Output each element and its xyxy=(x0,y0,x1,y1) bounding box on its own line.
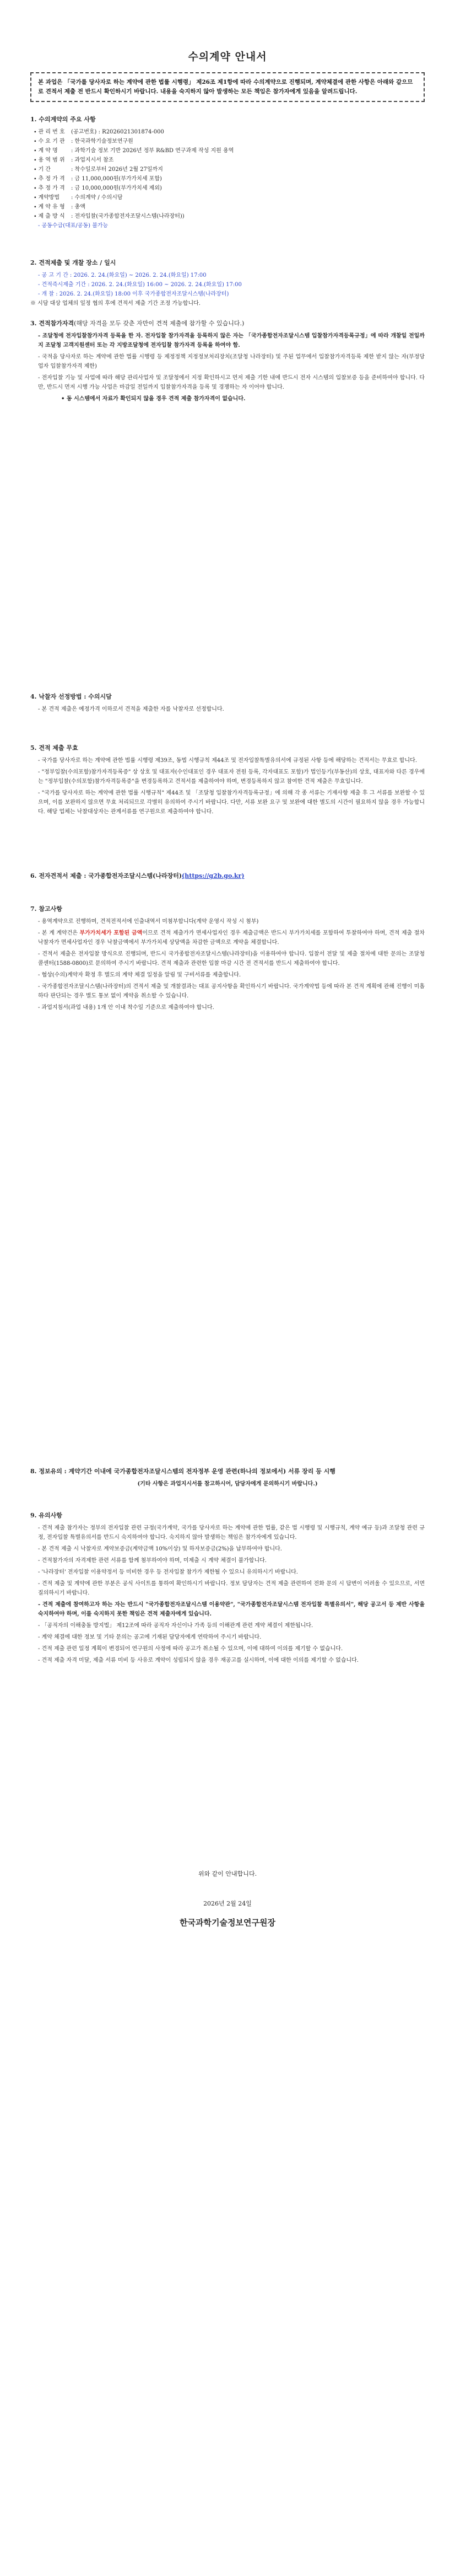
document-page xyxy=(30,0,425,1928)
page-title: 수의계약 안내서 xyxy=(188,51,267,63)
section-6-title: 6. 전자견적서 제출 : 국가종합전자조달시스템(나라장터) xyxy=(30,872,182,879)
notice-box: 본 과업은 「국가를 당사자로 하는 계약에 관한 법률 시행령」 제26조 제1항에 따라 수의계약으로 진행되며, 계약체결에 관한 사항은 아래와 같으므로 견적서 제출 전 반드시 확인하시기 바랍니다. 내용을 숙지하지 않아 발생하는 모든 책임은 참가자에게 있음을 알려드립니다. xyxy=(30,72,425,102)
section-9-heading: 9. 유의사항 xyxy=(30,1512,62,1519)
s7-paragraph: - 과업지침서(과업 내용) 1개 안 이내 착수일 기준으로 제출하여야 합니다. xyxy=(38,1005,214,1011)
s1-row-key: ∙ 용 역 범 위 xyxy=(30,157,65,163)
s7-vat-prefix: - 본 계 계약건은 xyxy=(38,930,80,936)
s9-paragraph: - 견적 제출 자격 미달, 제출 서류 미비 등 사유로 계약이 성립되지 않을 경우 재공고를 실시하며, 이에 대한 이의를 제기할 수 없습니다. xyxy=(38,1657,359,1663)
s9-paragraph: - 견적 제출 관련 일정 계획이 변경되어 연구원의 사정에 따라 공고가 취소될 수 있으며, 이에 대하여 이의를 제기할 수 없습니다. xyxy=(38,1646,343,1652)
section-7 xyxy=(30,904,425,1015)
s7-paragraph: - 견적서 제출은 전자입찰 방식으로 진행되며, 반드시 국가종합전자조달시스템(나라장터)을 이용하여야 합니다. 입찰서 전달 및 제출 절차에 대한 문의는 조달청 콜센터(1588-0800)로 문의하여 주시기 바랍니다. 견적 제출과 관련한 입찰 마감 시간 전 견적서를 반드시 제출하여야 합니다. xyxy=(38,951,425,967)
s7-paragraph: - 국가종합전자조달시스템(나라장터)의 견적서 제출 및 개찰결과는 대표 공지사항을 확인하시기 바랍니다. 국가계약법 등에 따라 본 견적 계획에 관해 진행이 미흡하다 판단되는 경우 별도 통보 없이 계약을 취소할 수 있습니다. xyxy=(38,984,425,999)
section-4-heading: 4. 낙찰자 선정방법 : 수의시담 xyxy=(30,693,112,700)
s1-row xyxy=(30,127,425,137)
s2-submit-period: - 견적즉시제출 기간 : 2026. 2. 24.(화요일) 16:00 ~ 2026. 2. 24.(화요일) 17:00 xyxy=(38,282,242,288)
section-6-heading xyxy=(30,871,425,881)
s1-row-value: : 총액 xyxy=(71,204,85,210)
s1-row xyxy=(30,155,425,165)
s1-row-value: : 수의계약 / 수의시담 xyxy=(71,195,123,201)
s1-row xyxy=(30,202,425,212)
s1-row-value: : 과업지시서 참조 xyxy=(71,157,114,163)
s9-paragraph: - 계약 체결에 대한 정보 및 기타 문의는 공고에 기재된 담당자에게 연락하여 주시기 바랍니다. xyxy=(38,1634,262,1640)
s3-paragraph: - 조달청에 전자입찰참가자격 등록을 한 자. 전자입찰 참가자격을 등록하지 않은 자는 「국가종합전자조달시스템 입찰참가자격등록규정」에 따라 개찰일 전일까지 조달청 고객지원센터 또는 각 지방조달청에 전자입찰 참가자격 등록을 하여야 함. xyxy=(38,333,425,348)
s1-consortium-note: - 공동수급(대표/공동) 불가능 xyxy=(38,223,109,229)
s1-row-value: : 금 11,000,000원(부가가치세 포함) xyxy=(71,176,162,182)
s5-paragraph: - 국가를 당사자로 하는 계약에 관한 법률 시행령 제39조, 동법 시행규칙 제44조 및 전자입찰특별유의서에 규정된 사항 등에 해당하는 견적서는 무효로 합니다. xyxy=(38,758,418,764)
section-8 xyxy=(30,1467,425,1489)
s1-row-key: ∙ 계약방법 xyxy=(30,195,60,201)
s1-row-key: ∙ 추 정 가 격 xyxy=(30,176,65,182)
s1-row-value: : 한국과학기술정보연구원 xyxy=(71,138,133,144)
section-6 xyxy=(30,871,425,884)
section-2-heading: 2. 견적제출 및 개찰 장소 / 일시 xyxy=(30,259,116,266)
s5-paragraph: - "국가를 당사자로 하는 계약에 관한 법률 시행규칙" 제44조 및 「조달청 입찰참가자격등록규정」에 의해 각 종 서류는 기재사항 제출 후 그 서류를 보완할 수 있으며, 이를 보완하지 않으면 무효 처리되므로 각별히 유의하여 주시기 바랍니다. 다만, 서류 보완 요구 및 보완에 대한 별도의 시간이 필요하지 않을 경우 가능합니다. 해당 업체는 낙찰대상자는 관계서류를 연구원으로 제출하여야 합니다. xyxy=(38,790,425,815)
s2-footnote: ※ 시담 대상 업체의 일정 협의 후에 견적서 제출 기간 조정 가능합니다. xyxy=(30,300,201,307)
s1-row xyxy=(30,146,425,155)
s4-body: - 본 견적 제출은 예정가격 이하로서 견적을 제출한 자를 낙찰자로 선정합니다. xyxy=(38,706,224,712)
s7-vat-rest: 이므로 견적 제출가가 면세사업자인 경우 제출금액은 반드시 부가가치세를 포함하여 투찰하여야 하며, 견적 제출 절차 낙찰자가 면세사업자인 경우 낙찰금액에서 부가가치세 상당액을 차감한 금액으로 계약을 체결합니다. xyxy=(38,930,425,946)
s7-paragraph: - 용역계약으로 진행하며, 견적전적서에 인출내역서 미첨부합니다(계약 운영시 작성 시 첨부) xyxy=(38,919,259,925)
g2b-link[interactable]: (https://g2b.go.kr) xyxy=(182,872,245,879)
s5-paragraph: - "정부입찰(수의포함)참가자격등록증" 상 상호 및 대표자(수인대표인 경우 대표자 전원 등록, 각자대표도 포함)가 법인등기(부동산)의 상호, 대표자와 다른 경우에는 "정부입찰(수의포함)참가자격등록증"을 변경등록하고 견적서를 제출하여야 하며, 변경등록하지 않고 참여한 견적 제출은 무효입니다. xyxy=(38,769,425,785)
s1-row-value: (공고번호) : R2026021301874-000 xyxy=(71,129,164,135)
s3-paragraph: - 국적을 당사자로 하는 계약에 관한 법률 시행령 등 제정정책 지정정보처리장치(조달청 나라장터) 및 주된 업무에서 입찰참가자격등록 제한 받지 않는 자(부정당업자 입찰참가자격 제한) xyxy=(38,354,425,369)
section-3-title: 3. 견적참가자격 xyxy=(30,320,74,327)
s9-paragraph: - 견적참가자의 자격제한 관련 서류를 함께 첨부하여야 하며, 미제출 시 계약 체결이 불가합니다. xyxy=(38,1558,267,1564)
s1-row xyxy=(30,193,425,202)
section-5 xyxy=(30,743,425,819)
section-1 xyxy=(30,115,425,230)
s2-notice-period: - 공 고 기 간 : 2026. 2. 24.(화요일) ~ 2026. 2. 24.(화요일) 17:00 xyxy=(38,272,207,278)
section-4 xyxy=(30,692,425,714)
s1-row xyxy=(30,212,425,221)
s7-vat-paragraph xyxy=(30,929,425,947)
s1-row-value: : 과학기술 정보 기반 2026년 정부 R&BD 연구과제 작성 지원 용역 xyxy=(71,148,234,154)
s1-row-value: : 전자입찰(국가종합전자조달시스템(나라장터)) xyxy=(71,213,185,219)
section-9 xyxy=(30,1511,425,1667)
section-3 xyxy=(30,319,425,404)
s9-paragraph: - 견적 제출 참가자는 정부의 전자입찰 관련 규정(국가계약, 국가를 당사자로 하는 계약에 관한 법률, 같은 법 시행령 및 시행규칙, 계약 예규 등)과 조달청 관련 규정, 전자입찰 특별유의서를 반드시 숙지하여야 합니다. 숙지하지 않아 발생하는 책임은 참가자에게 있습니다. xyxy=(38,1525,425,1541)
section-2 xyxy=(30,258,425,308)
s1-row-value: : 착수일로부터 2026년 2월 27일까지 xyxy=(71,167,163,173)
s1-row-key: ∙ 계 약 명 xyxy=(30,148,58,154)
s9-paragraph: - 견적 제출 및 계약에 관한 부분은 공식 사이트를 통하여 확인하시기 바랍니다. 정보 담당자는 견적 제출 관련하여 전화 문의 시 답변이 어려울 수 있으므로, 서면 질의하시기 바랍니다. xyxy=(38,1581,425,1596)
section-1-heading: 1. 수의계약의 주요 사항 xyxy=(30,116,96,123)
s1-row xyxy=(30,174,425,184)
s1-row-key: ∙ 관 리 번 호 xyxy=(30,129,65,135)
s3-paragraph: - 전자입찰 기능 및 사업에 따라 해당 관리사업자 및 조달청에서 지정 확인하시고 먼저 제출 기한 내에 반드시 전자 시스템의 입찰보증 등을 준비하여야 합니다. 다만, 반드시 먼저 시행 가능 사업은 마감일 전일까지 입찰참가자격을 등록 및 경쟁하는 자 이어야 합니다. xyxy=(38,375,425,390)
section-3-heading xyxy=(30,319,425,328)
s9-paragraph: - 견적 제출에 참여하고자 하는 자는 반드시 "국가종합전자조달시스템 이용약관", "국가종합전자조달시스템 전자입찰 특별유의서", 해당 공고서 등 제반 사항을 숙지하여야 하며, 이를 숙지하지 못한 책임은 견적 제출자에게 있습니다. xyxy=(38,1602,425,1617)
s9-paragraph: - 본 견적 제출 시 낙찰자로 계약보증금(계약금액 10%이상) 및 하자보증금(2%)을 납부하여야 합니다. xyxy=(38,1546,282,1552)
s1-row-value: : 금 10,000,000원(부가가치세 제외) xyxy=(71,185,162,191)
s1-row-key: ∙ 제 출 방 식 xyxy=(30,213,65,219)
s1-row-key: ∙ 계 약 유 형 xyxy=(30,204,65,210)
s1-row-key: ∙ 수 요 기 관 xyxy=(30,138,65,144)
s1-row-key: ∙ 기 간 xyxy=(30,167,51,173)
issuer-org: 한국과학기술정보연구원장 xyxy=(180,1918,275,1928)
s7-paragraph: - 협상(수의)계약자 확정 후 별도의 계약 체결 일정을 알림 및 구비서류를 제출합니다. xyxy=(38,972,241,978)
s8-sub: (기타 사항은 과업지시서를 참고하시어, 담당자에게 문의하시기 바랍니다.) xyxy=(137,1481,318,1487)
s1-row-key: ∙ 추 정 가 격 xyxy=(30,185,65,191)
s2-opening: - 개 찰 : 2026. 2. 24.(화요일) 18:00 이후 국가종합전자조달시스템(나라장터) xyxy=(38,291,229,297)
section-5-heading: 5. 견적 제출 무효 xyxy=(30,744,78,752)
section-7-heading: 7. 참고사항 xyxy=(30,905,62,913)
s1-row xyxy=(30,137,425,146)
s7-vat-highlight: 부가가치세가 포함된 금액 xyxy=(79,930,143,936)
section-3-heading-note: (해당 자격을 모두 갖춘 자만이 견적 제출에 참가할 수 있습니다.) xyxy=(74,320,245,327)
footer xyxy=(30,1869,425,1928)
s1-row xyxy=(30,165,425,174)
closing-text: 위와 같이 안내합니다. xyxy=(198,1870,257,1877)
section-8-heading: 8. 정보유의 : 계약기간 이내에 국가종합전자조달시스템의 전자정부 운영 관련(하나의 정보에서) 서류 장리 등 시행 xyxy=(30,1468,335,1475)
s3-bullet: • 동 시스템에서 자료가 확인되지 않을 경우 견적 제출 참가자격이 없습니다. xyxy=(61,396,246,402)
s1-row xyxy=(30,184,425,193)
issue-date: 2026년 2월 24일 xyxy=(203,1900,252,1907)
s9-paragraph: - '나라장터' 전자입찰 이용약정서 등 미비한 경우 등 전자입찰 참가가 제한될 수 있으니 유의하시기 바랍니다. xyxy=(38,1569,298,1575)
s9-paragraph: - 「공직자의 이해충돌 방지법」 제12조에 따라 공직자 자신이나 가족 등의 이해관계 관련 계약 체결이 제한됩니다. xyxy=(38,1623,313,1629)
